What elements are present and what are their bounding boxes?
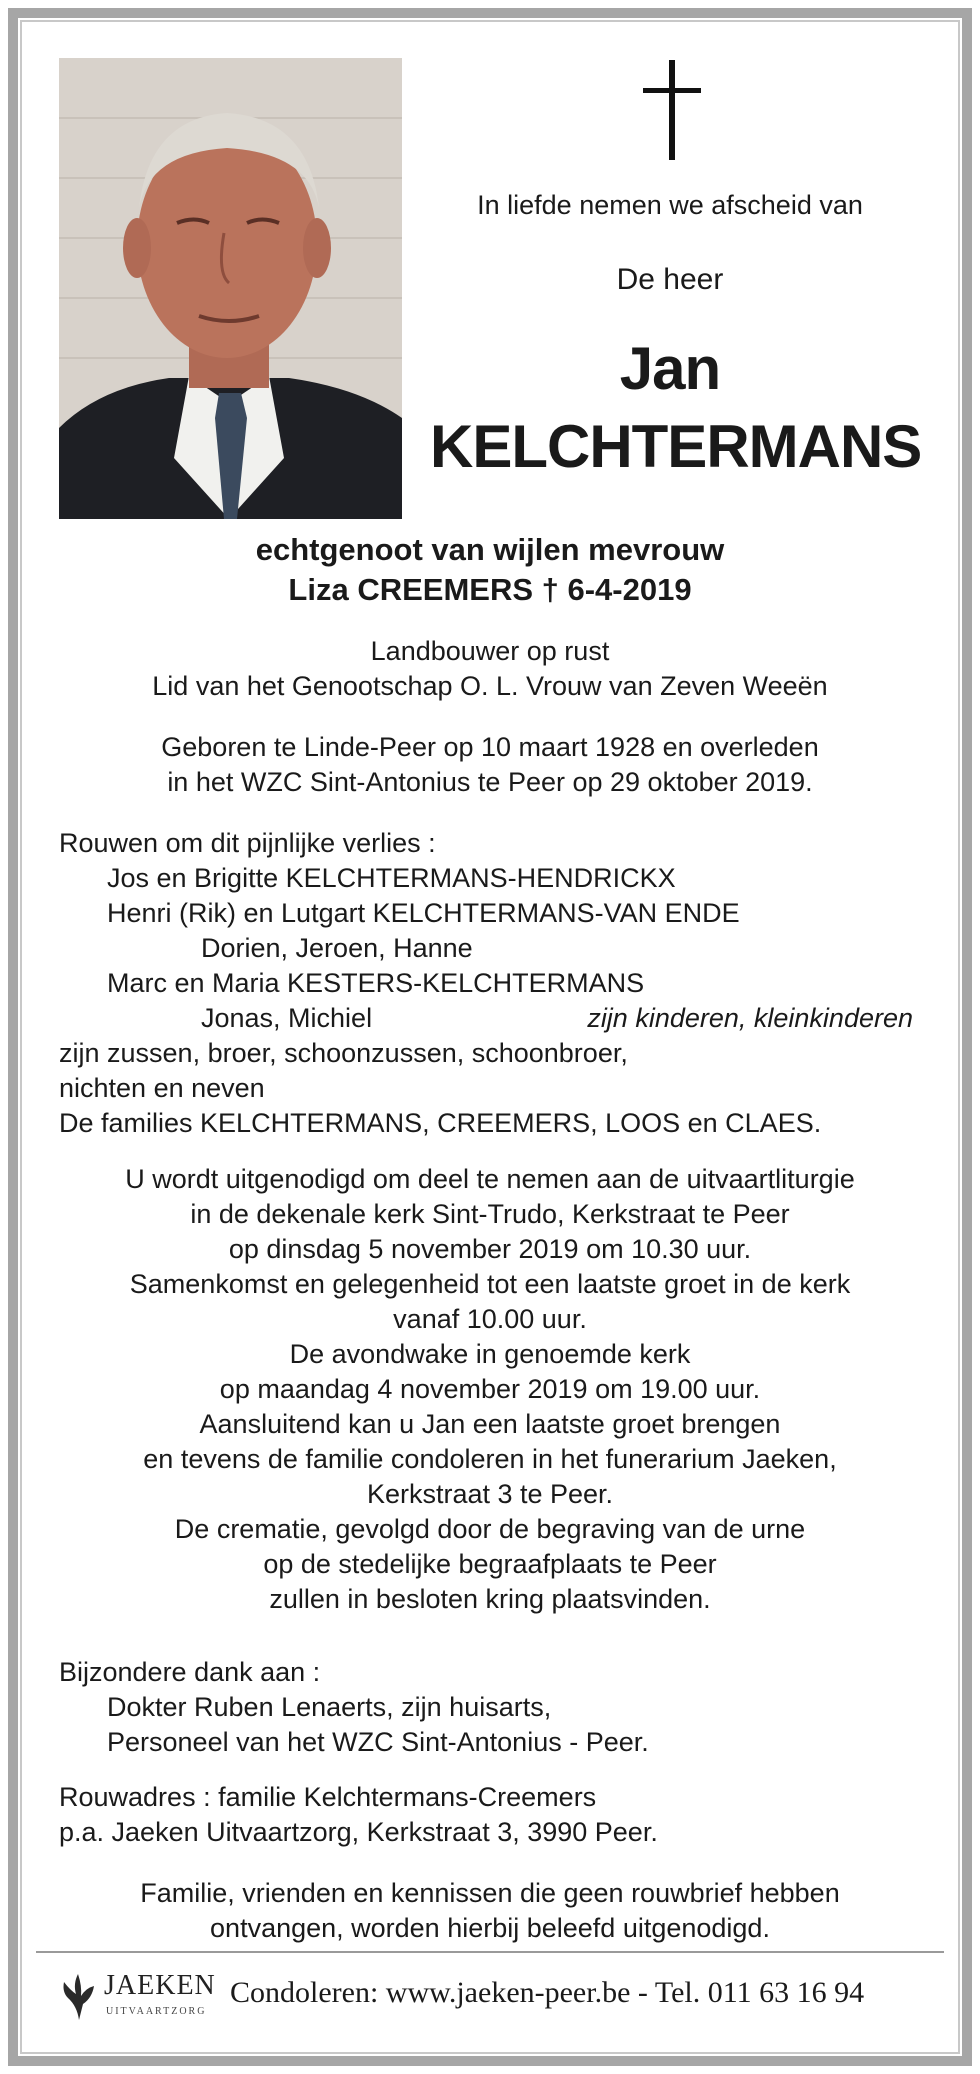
service-line: op maandag 4 november 2019 om 19.00 uur. [219, 1374, 761, 1404]
logo-subtitle: UITVAARTZORG [106, 2006, 207, 2017]
mourner-couple: Marc en Maria KESTERS-KELCHTERMANS [107, 968, 645, 998]
service-line: in de dekenale kerk Sint-Trudo, Kerkstraat te Peer [190, 1199, 790, 1229]
thanks-intro: Bijzondere dank aan : [59, 1657, 321, 1687]
spouse-name: Liza CREEMERS † 6-4-2019 [288, 572, 692, 607]
family-note-line: Familie, vrienden en kennissen die geen rouwbrief hebben [140, 1878, 840, 1908]
spouse-line: echtgenoot van wijlen mevrouw [255, 532, 725, 567]
mourner-couple: Jos en Brigitte KELCHTERMANS-HENDRICKX [107, 863, 676, 893]
service-section [59, 1162, 921, 1617]
service-line: Samenkomst en gelegenheid tot een laatste groet in de kerk [129, 1269, 851, 1299]
grandchildren-row [59, 1001, 921, 1036]
service-line: Aansluitend kan u Jan een laatste groet brengen [199, 1409, 781, 1439]
service-line: U wordt uitgenodigd om deel te nemen aan de uitvaartliturgie [125, 1164, 855, 1194]
service-line: vanaf 10.00 uur. [393, 1304, 587, 1334]
service-line: op dinsdag 5 november 2019 om 10.30 uur. [228, 1234, 752, 1264]
family-note-section [59, 1876, 921, 1946]
service-line: De crematie, gevolgd door de begraving van de urne [174, 1514, 806, 1544]
service-line: De avondwake in genoemde kerk [289, 1339, 691, 1369]
grandchildren: Dorien, Jeroen, Hanne [201, 933, 473, 963]
profession-section [59, 634, 921, 704]
jaeken-logo [60, 1970, 230, 2024]
last-name: KELCHTERMANS [430, 413, 922, 480]
family-note-line: ontvangen, worden hierbij beleefd uitgenodigd. [210, 1913, 770, 1943]
condolences-line: Condoleren: www.jaeken-peer.be - Tel. 011 63 16 94 [230, 1976, 865, 2009]
address-line: p.a. Jaeken Uitvaartzorg, Kerkstraat 3, 3990 Peer. [59, 1817, 658, 1847]
address-line: Rouwadres : familie Kelchtermans-Creemers [59, 1782, 597, 1812]
nieces-line: nichten en neven [59, 1073, 265, 1103]
death-line: in het WZC Sint-Antonius te Peer op 29 oktober 2019. [167, 767, 813, 797]
birth-line: Geboren te Linde-Peer op 10 maart 1928 en overleden [161, 732, 819, 762]
first-name: Jan [619, 335, 721, 402]
service-line: Kerkstraat 3 te Peer. [366, 1479, 614, 1509]
footer-divider [36, 1951, 944, 1953]
portrait-photo [59, 58, 402, 519]
thanks-item: Dokter Ruben Lenaerts, zijn huisarts, [107, 1692, 552, 1722]
thanks-item: Personeel van het WZC Sint-Antonius - Peer. [107, 1727, 649, 1757]
cross-icon [643, 60, 701, 160]
grandchildren: Jonas, Michiel [201, 1003, 373, 1033]
service-line: zullen in besloten kring plaatsvinden. [269, 1584, 711, 1614]
mourner-couple: Henri (Rik) en Lutgart KELCHTERMANS-VAN ENDE [107, 898, 740, 928]
siblings-line: zijn zussen, broer, schoonzussen, schoonbroer, [59, 1038, 628, 1068]
logo-name: JAEKEN [104, 1970, 216, 2001]
service-line: en tevens de familie condoleren in het funerarium Jaeken, [143, 1444, 837, 1474]
bird-icon [60, 1972, 98, 2022]
membership-line: Lid van het Genootschap O. L. Vrouw van Zeven Weeën [152, 671, 828, 701]
thanks-section [59, 1655, 921, 1760]
intro-text: In liefde nemen we afscheid van [477, 190, 863, 220]
mourners-section [59, 826, 921, 1141]
families-line: De families KELCHTERMANS, CREEMERS, LOOS en CLAES. [59, 1108, 822, 1138]
mourners-intro: Rouwen om dit pijnlijke verlies : [59, 828, 436, 858]
service-line: op de stedelijke begraafplaats te Peer [263, 1549, 717, 1579]
address-section [59, 1780, 921, 1850]
honorific: De heer [616, 263, 724, 296]
spouse-section [59, 530, 921, 610]
profession-line: Landbouwer op rust [370, 636, 610, 666]
birth-death-section [59, 730, 921, 800]
relation-note: zijn kinderen, kleinkinderen [587, 1003, 913, 1033]
